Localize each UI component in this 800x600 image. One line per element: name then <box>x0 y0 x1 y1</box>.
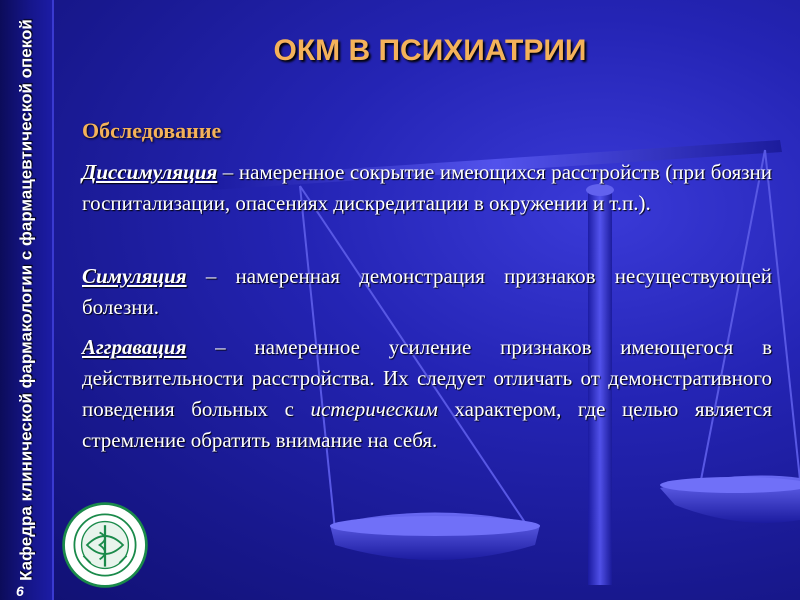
page-number: 6 <box>16 583 24 599</box>
department-label: Кафедра клинической фармакологии с фармацевтической опекой <box>16 19 36 581</box>
definition-term: Диссимуляция <box>82 160 218 184</box>
definition-text-end: характером, где целью является стремление обратить внимание на себя. <box>82 397 772 452</box>
definition-text: – намеренное усиление признаков имеющегося в действительности расстройства. Их следует отличать от демонстративного поведения больных с <box>82 335 772 421</box>
definition-term: Аггравация <box>82 335 187 359</box>
definition-emphasis: истерическим <box>310 397 438 421</box>
definition-dissimulation <box>82 157 772 219</box>
definition-term: Симуляция <box>82 264 187 288</box>
section-heading: Обследование <box>82 118 222 143</box>
definition-text: – намеренная демонстрация признаков несуществующей болезни. <box>82 264 772 319</box>
slide-title: ОКМ В ПСИХИАТРИИ <box>273 34 587 67</box>
university-seal-logo <box>60 500 150 590</box>
definition-simulation <box>82 261 772 323</box>
definition-text: – намеренное сокрытие имеющихся расстройств (при боязни госпитализации, опасениях дискредитации в окружении и т.п.). <box>82 160 772 215</box>
definition-aggravation <box>82 332 772 456</box>
sidebar <box>0 0 54 600</box>
